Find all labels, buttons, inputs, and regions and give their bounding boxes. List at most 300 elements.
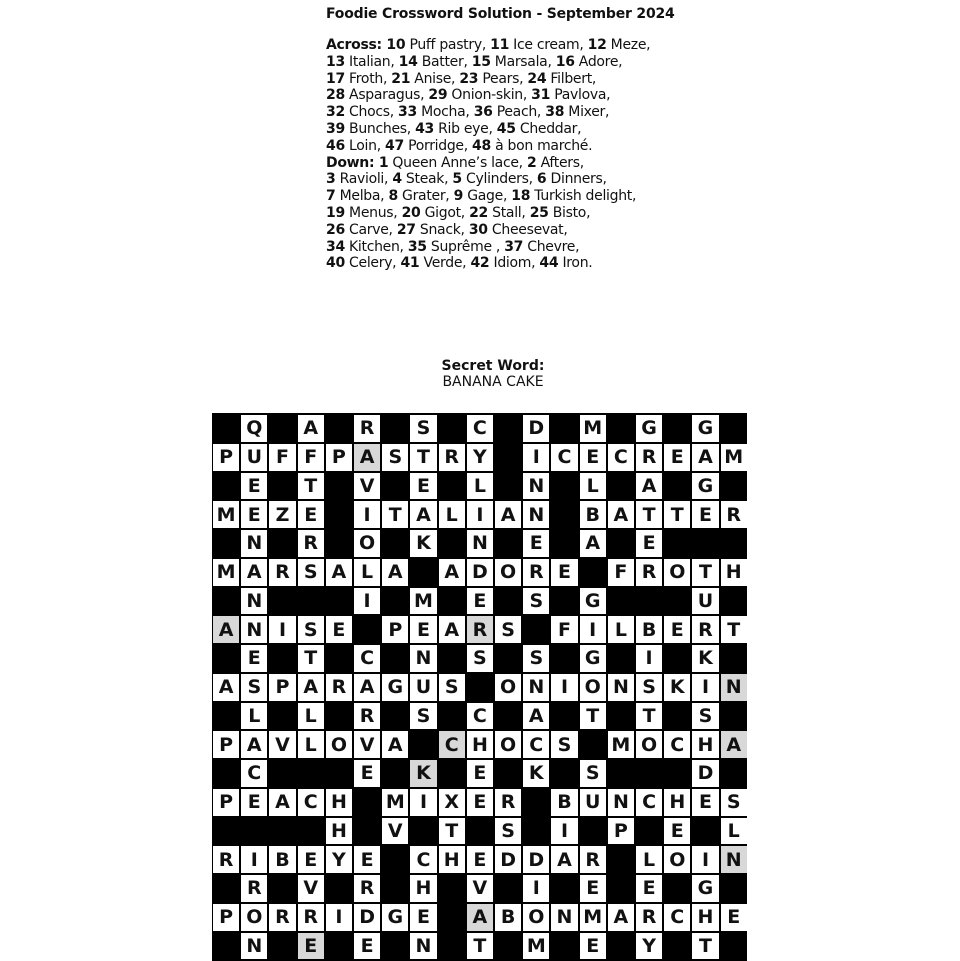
clue-answer: Cylinders, (461, 171, 537, 188)
grid-cell: R (636, 559, 662, 586)
clue-line (326, 239, 686, 256)
grid-cell: S (439, 674, 465, 701)
grid-cell: A (608, 501, 634, 528)
grid-cell: I (692, 846, 718, 873)
grid-cell: C (664, 904, 690, 931)
puzzle-title: Foodie Crossword Solution - September 2024 (326, 6, 675, 22)
clue-answer: Queen Anne’s lace, (388, 154, 527, 171)
clue-number: 37 (504, 238, 524, 255)
grid-cell: A (354, 674, 380, 701)
grid-cell: G (580, 588, 606, 615)
clue-number: 24 (527, 70, 547, 87)
clue-number: 16 (555, 53, 575, 70)
clue-number: 28 (326, 87, 345, 104)
clue-number: 46 (326, 137, 345, 154)
clue-answer: Mocha, (416, 104, 474, 121)
grid-cell: M (213, 559, 239, 586)
grid-cell: E (580, 444, 606, 471)
grid-cell: N (241, 588, 267, 615)
grid-cell: I (636, 645, 662, 672)
grid-cell: E (467, 789, 493, 816)
grid-cell: R (580, 846, 606, 873)
clue-answer: Suprême , (426, 238, 505, 255)
clue-number: 2 (526, 154, 537, 171)
grid-cell: O (495, 559, 521, 586)
clue-answer: Mixer, (564, 104, 610, 121)
grid-cell: E (241, 789, 267, 816)
grid-cell: V (382, 818, 408, 845)
grid-cell: E (636, 530, 662, 557)
grid-cell: G (382, 674, 408, 701)
clue-answer: Chocs, (344, 104, 399, 121)
grid-cell: L (608, 616, 634, 643)
clue-number: 45 (496, 120, 516, 137)
grid-cell: E (664, 818, 690, 845)
grid-cell: A (721, 731, 747, 758)
clue-answer: Cheesevat, (487, 221, 568, 238)
grid-cell: I (523, 875, 549, 902)
grid-cell: P (382, 616, 408, 643)
grid-cell: E (298, 933, 324, 960)
clue-answer: Bunches, (344, 120, 416, 137)
clue-answer: Asparagus, (344, 87, 429, 104)
clue-answer: Idiom, (489, 255, 540, 272)
grid-cell: N (241, 616, 267, 643)
grid-cell: A (298, 674, 324, 701)
grid-cell: H (721, 559, 747, 586)
grid-cell: E (410, 616, 436, 643)
grid-cell: A (636, 473, 662, 500)
grid-cell: A (580, 530, 606, 557)
grid-cell: D (692, 760, 718, 787)
grid-cell: V (298, 875, 324, 902)
grid-cell: N (467, 530, 493, 557)
clue-number: 38 (545, 104, 565, 121)
clue-answer: Batter, (417, 53, 472, 70)
clue-number: 22 (469, 204, 488, 221)
grid-cell: U (692, 588, 718, 615)
grid-cell: K (664, 674, 690, 701)
clue-number: Down: (326, 154, 379, 171)
clue-answer: Meze, (606, 37, 651, 53)
grid-cell: B (551, 789, 577, 816)
clue-number: 30 (468, 221, 488, 238)
grid-cell: A (354, 444, 380, 471)
grid-cell: T (692, 933, 718, 960)
clue-number: 29 (428, 87, 448, 104)
clue-answer: Rib eye, (433, 120, 497, 137)
grid-cell: R (298, 530, 324, 557)
clue-number: 26 (326, 221, 345, 238)
clue-number: 20 (401, 204, 421, 221)
grid-cell: I (241, 846, 267, 873)
grid-cell: E (354, 933, 380, 960)
grid-cell: I (551, 818, 577, 845)
clue-number: Across: (326, 37, 387, 53)
grid-cell: C (410, 846, 436, 873)
grid-cell: N (523, 473, 549, 500)
grid-cell: S (523, 588, 549, 615)
grid-cell: U (410, 674, 436, 701)
clue-answer: Pavlova, (550, 87, 611, 104)
grid-cell: A (410, 501, 436, 528)
grid-cell: P (213, 789, 239, 816)
clue-answer: Anise, (410, 70, 460, 87)
grid-cell: S (410, 415, 436, 442)
grid-cell: M (580, 415, 606, 442)
grid-cell: A (382, 559, 408, 586)
grid-cell: F (269, 444, 295, 471)
grid-cell: T (439, 818, 465, 845)
grid-cell: R (636, 904, 662, 931)
grid-cell: E (721, 904, 747, 931)
grid-cell: L (354, 559, 380, 586)
clue-line (326, 255, 686, 272)
grid-cell: K (410, 760, 436, 787)
grid-cell: R (241, 875, 267, 902)
clue-line (326, 155, 686, 172)
grid-cell: S (692, 703, 718, 730)
clue-answer: Grater, (397, 188, 454, 205)
clue-answer: Stall, (488, 204, 530, 221)
grid-cell: C (636, 789, 662, 816)
grid-cell: E (354, 846, 380, 873)
grid-cell: C (523, 731, 549, 758)
clue-answer: Carve, (344, 221, 397, 238)
clue-number: 44 (539, 255, 559, 272)
grid-cell: E (326, 616, 352, 643)
secret-word-value: BANANA CAKE (442, 374, 544, 390)
clue-answer: Onion-skin, (447, 87, 532, 104)
grid-cell: T (721, 616, 747, 643)
clue-answer: Turkish delight, (530, 188, 637, 205)
clue-number: 34 (326, 238, 345, 255)
grid-cell: L (241, 703, 267, 730)
grid-cell: D (354, 904, 380, 931)
clue-answer: Kitchen, (344, 238, 408, 255)
grid-cell: E (241, 645, 267, 672)
grid-cell: S (551, 731, 577, 758)
grid-cell: A (439, 616, 465, 643)
grid-cell: B (269, 846, 295, 873)
grid-cell: N (241, 530, 267, 557)
grid-cell: I (326, 904, 352, 931)
clue-number: 42 (470, 255, 490, 272)
clue-number: 48 (472, 137, 491, 154)
grid-cell: P (326, 444, 352, 471)
grid-cell: C (467, 415, 493, 442)
grid-cell: O (495, 731, 521, 758)
clue-answer: Menus, (344, 204, 402, 221)
clue-answer: Peach, (492, 104, 546, 121)
grid-cell: C (467, 703, 493, 730)
clue-answer: Bisto, (548, 204, 591, 221)
grid-cell: P (269, 674, 295, 701)
clue-line (326, 205, 686, 222)
grid-cell: I (410, 789, 436, 816)
grid-cell: L (636, 846, 662, 873)
clue-answer: Steak, (401, 171, 453, 188)
grid-cell: R (467, 616, 493, 643)
grid-cell: I (467, 501, 493, 528)
grid-cell: E (664, 444, 690, 471)
grid-cell: A (241, 559, 267, 586)
clue-answer: Cheddar, (515, 120, 582, 137)
grid-cell: L (439, 501, 465, 528)
clue-answer: Iron. (558, 255, 593, 272)
clue-answer: Gage, (463, 188, 512, 205)
grid-cell: G (692, 875, 718, 902)
clue-answer: Dinners, (546, 171, 607, 188)
clue-line (326, 54, 686, 71)
grid-cell: L (298, 731, 324, 758)
clue-number: 5 (452, 171, 462, 188)
grid-cell: S (241, 674, 267, 701)
grid-cell: R (721, 501, 747, 528)
grid-cell: I (523, 444, 549, 471)
clue-number: 9 (453, 188, 464, 205)
grid-cell: P (213, 731, 239, 758)
grid-cell: E (664, 616, 690, 643)
clue-number: 8 (388, 188, 398, 205)
grid-cell: L (298, 703, 324, 730)
grid-cell: R (439, 444, 465, 471)
grid-cell: T (664, 501, 690, 528)
grid-cell: Z (269, 501, 295, 528)
grid-cell: S (298, 559, 324, 586)
grid-cell: C (664, 731, 690, 758)
clue-answer: Pears, (478, 70, 528, 87)
grid-cell: T (692, 559, 718, 586)
grid-cell: S (636, 674, 662, 701)
grid-cell: R (354, 415, 380, 442)
grid-cell: D (523, 846, 549, 873)
grid-cell: V (354, 731, 380, 758)
clue-number: 10 (386, 37, 406, 53)
grid-cell: U (241, 444, 267, 471)
clue-number: 7 (326, 188, 336, 205)
grid-cell: M (580, 904, 606, 931)
clue-answer: Froth, (344, 70, 392, 87)
grid-cell: E (523, 530, 549, 557)
clue-answer: Loin, (344, 137, 386, 154)
grid-cell: R (213, 846, 239, 873)
grid-cell: V (467, 875, 493, 902)
grid-cell: N (241, 933, 267, 960)
grid-cell: O (664, 846, 690, 873)
grid-cell: M (721, 444, 747, 471)
grid-cell: L (721, 818, 747, 845)
grid-cell: N (608, 674, 634, 701)
clue-line (326, 138, 686, 155)
grid-cell: S (580, 760, 606, 787)
secret-word-label: Secret Word: (441, 358, 545, 374)
grid-cell: G (692, 415, 718, 442)
clue-number: 21 (391, 70, 411, 87)
grid-cell: E (692, 789, 718, 816)
grid-cell: R (298, 904, 324, 931)
grid-cell: Y (326, 846, 352, 873)
grid-cell: R (523, 559, 549, 586)
grid-cell: A (269, 789, 295, 816)
grid-cell: E (467, 760, 493, 787)
grid-cell: N (523, 501, 549, 528)
clue-answer: Gigot, (420, 204, 470, 221)
grid-cell: T (580, 703, 606, 730)
clue-number: 41 (400, 255, 420, 272)
grid-cell: D (523, 415, 549, 442)
grid-cell: R (354, 703, 380, 730)
clue-number: 32 (326, 104, 345, 121)
grid-cell: M (608, 731, 634, 758)
clue-number: 12 (587, 37, 607, 53)
grid-cell: E (354, 760, 380, 787)
grid-cell: M (213, 501, 239, 528)
grid-cell: H (326, 789, 352, 816)
grid-cell: R (326, 674, 352, 701)
grid-cell: G (636, 415, 662, 442)
clue-number: 25 (529, 204, 549, 221)
grid-cell: K (410, 530, 436, 557)
clue-number: 19 (326, 204, 345, 221)
clue-answer: Ice cream, (509, 37, 588, 53)
grid-cell: I (269, 616, 295, 643)
grid-cell: Q (241, 415, 267, 442)
clue-number: 35 (407, 238, 427, 255)
grid-cell: R (636, 444, 662, 471)
grid-cell: O (354, 530, 380, 557)
grid-cell: P (213, 904, 239, 931)
grid-cell: U (580, 789, 606, 816)
grid-cell: F (298, 444, 324, 471)
grid-cell: R (495, 789, 521, 816)
clue-number: 17 (326, 70, 345, 87)
clue-answer: Marsala, (490, 53, 556, 70)
grid-cell: M (382, 789, 408, 816)
grid-cell: E (241, 473, 267, 500)
clue-number: 14 (398, 53, 418, 70)
grid-cell: H (692, 904, 718, 931)
clue-number: 27 (396, 221, 416, 238)
grid-cell: H (467, 731, 493, 758)
grid-cell: E (636, 875, 662, 902)
grid-cell: I (354, 588, 380, 615)
grid-cell: E (410, 473, 436, 500)
grid-cell: O (636, 731, 662, 758)
clue-line (326, 37, 686, 54)
grid-cell: C (439, 731, 465, 758)
grid-cell: T (382, 501, 408, 528)
grid-cell: E (692, 501, 718, 528)
grid-cell: M (523, 933, 549, 960)
grid-cell: A (439, 559, 465, 586)
grid-cell: O (580, 674, 606, 701)
grid-cell: O (523, 904, 549, 931)
grid-cell: I (580, 616, 606, 643)
grid-cell: I (354, 501, 380, 528)
grid-cell: E (580, 933, 606, 960)
clue-number: 33 (398, 104, 417, 121)
grid-cell: S (382, 444, 408, 471)
grid-cell: N (721, 674, 747, 701)
grid-cell: A (692, 444, 718, 471)
clue-number: 43 (415, 120, 434, 137)
clue-number: 15 (471, 53, 491, 70)
grid-cell: H (692, 731, 718, 758)
clue-number: 13 (326, 53, 345, 70)
clue-answer: Ravioli, (335, 171, 393, 188)
clue-answer: Puff pastry, (405, 37, 491, 53)
grid-cell: M (410, 588, 436, 615)
grid-cell: S (467, 645, 493, 672)
grid-cell: D (467, 559, 493, 586)
grid-cell: B (495, 904, 521, 931)
grid-cell: E (551, 559, 577, 586)
grid-cell: K (523, 760, 549, 787)
grid-cell: E (580, 875, 606, 902)
grid-cell: S (410, 703, 436, 730)
grid-cell: C (298, 789, 324, 816)
grid-cell: C (608, 444, 634, 471)
grid-cell: K (692, 645, 718, 672)
crossword-grid (212, 413, 747, 961)
grid-cell: L (467, 473, 493, 500)
grid-cell: P (608, 818, 634, 845)
grid-cell: H (439, 846, 465, 873)
clue-line (326, 121, 686, 138)
clue-number: 11 (490, 37, 510, 53)
grid-cell: N (551, 904, 577, 931)
grid-cell: A (213, 674, 239, 701)
grid-cell: T (467, 933, 493, 960)
clue-line (326, 71, 686, 88)
grid-cell: A (551, 846, 577, 873)
grid-cell: C (241, 760, 267, 787)
grid-cell: F (551, 616, 577, 643)
clue-answer: Italian, (344, 53, 399, 70)
grid-cell: E (241, 501, 267, 528)
grid-cell: R (269, 904, 295, 931)
grid-cell: B (580, 501, 606, 528)
grid-cell: X (439, 789, 465, 816)
clue-answer: à bon marché. (490, 137, 593, 154)
grid-cell: E (467, 588, 493, 615)
grid-cell: S (495, 616, 521, 643)
clue-number: 4 (392, 171, 402, 188)
grid-cell: T (298, 645, 324, 672)
clue-answer: Melba, (335, 188, 389, 205)
grid-cell: T (410, 444, 436, 471)
grid-cell: C (551, 444, 577, 471)
grid-cell: S (523, 645, 549, 672)
grid-cell: I (692, 674, 718, 701)
clue-line (326, 104, 686, 121)
grid-cell: A (326, 559, 352, 586)
grid-cell: E (467, 846, 493, 873)
clue-answer: Chevre, (523, 238, 580, 255)
grid-cell: I (551, 674, 577, 701)
grid-cell: F (608, 559, 634, 586)
grid-cell: V (354, 473, 380, 500)
grid-cell: T (636, 501, 662, 528)
clue-answer: Adore, (574, 53, 623, 70)
grid-cell: H (326, 818, 352, 845)
clue-number: 1 (378, 154, 389, 171)
clue-line (326, 188, 686, 205)
clue-answer: Afters, (536, 154, 584, 171)
grid-cell: O (495, 674, 521, 701)
grid-cell: N (608, 789, 634, 816)
